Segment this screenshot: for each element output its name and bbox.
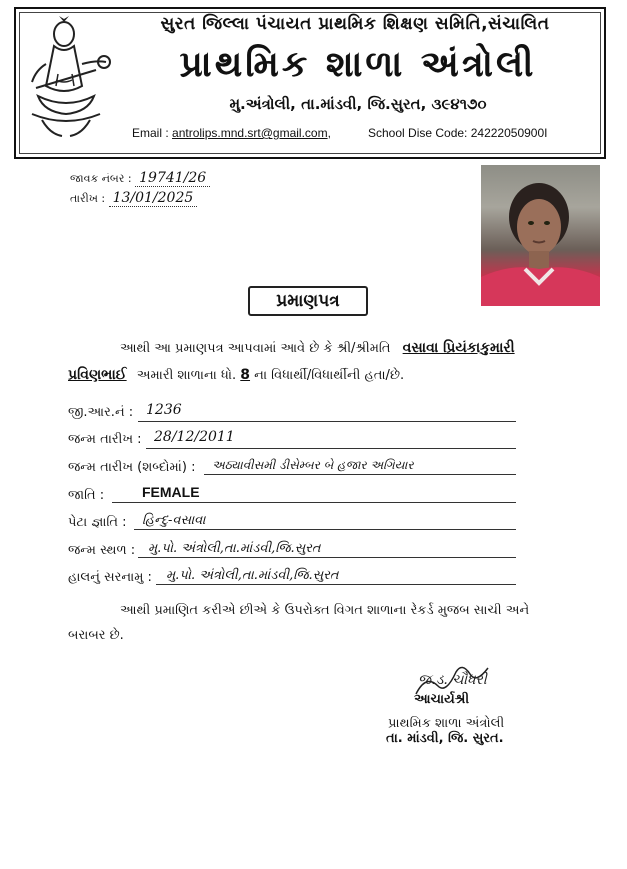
dise-code-line (368, 126, 547, 140)
field-underline (138, 421, 516, 422)
student-name-part-2: પ્રવિણભાઈ (68, 367, 127, 383)
line2-mid: અમારી શાળાના ધો. (136, 368, 237, 383)
school-name: પ્રાથમિક શાળા અંત્રોલી (179, 44, 537, 85)
field-label-dob-words: જન્મ તારીખ (શબ્દોમાં) : (68, 460, 196, 475)
field-label-dob: જન્મ તારીખ : (68, 432, 142, 447)
email-suffix: , (327, 126, 331, 140)
dise-label: School Dise Code: (368, 126, 468, 140)
field-value-dob-words: અઠ્યાવીસમી ડીસેમ્બર બે હજાર અગિયાર (212, 458, 414, 472)
field-value-address: મુ.પો. અંત્રોલી,તા.માંડવી,જિ.સુરત (166, 568, 339, 583)
principal-initials: જ.ડ. ચૌધરી (418, 672, 487, 688)
line1-prefix: આથી આ પ્રમાણપત્ર આપવામાં આવે છે કે શ્રી/શ્રીમતિ (120, 341, 391, 356)
field-underline (156, 584, 516, 585)
field-value-subcaste: હિન્દુ-વસાવા (142, 513, 206, 528)
email-label: Email : (132, 126, 169, 140)
school-stamp-line-2: તા. માંડવી, જિ. સુરત. (386, 731, 504, 746)
certificate-line-1 (120, 340, 540, 356)
certificate-title: પ્રમાણપત્ર (248, 286, 368, 316)
school-stamp-line-1: પ્રાથમિક શાળા અંત્રોલી (388, 716, 505, 731)
field-value-gr-no: 1236 (146, 402, 182, 418)
field-underline (146, 448, 516, 449)
school-address: મુ.અંત્રોલી, તા.માંડવી, જિ.સુરત, ૩૯૪૧૭૦ (229, 95, 487, 113)
issue-date: 13/01/2025 (109, 190, 198, 207)
line2-suffix: ના વિધાર્થી/વિધાર્થીની હતા/છે. (254, 368, 405, 383)
email-line (132, 126, 331, 140)
field-underline (134, 529, 516, 530)
saraswati-emblem (16, 14, 116, 142)
field-label-address: હાલનું સરનામુ : (68, 570, 152, 585)
field-underline (204, 474, 516, 475)
field-value-dob: 28/12/2011 (154, 429, 235, 445)
field-value-gender: FEMALE (142, 484, 200, 500)
field-underline (138, 557, 516, 558)
authority-line: સુરત જિલ્લા પંચાયત પ્રાથમિક શિક્ષણ સમિતિ,સંચાલિત (160, 14, 550, 34)
date-row (70, 190, 197, 206)
field-label-gender: જાતિ : (68, 488, 105, 503)
field-label-gr-no: જી.આર.નં : (68, 405, 134, 420)
student-photo (481, 165, 600, 306)
date-label: તારીખ : (70, 192, 106, 205)
closing-line-1: આથી પ્રમાણિત કરીએ છીએ કે ઉપરોક્ત વિગત શાળાના રેકર્ડ મુજબ સાચી અને (120, 603, 530, 618)
standard-value: 8 (240, 367, 251, 383)
field-underline (112, 502, 516, 503)
certificate-line-2 (68, 367, 538, 383)
closing-line-2: બરાબર છે. (68, 628, 124, 643)
principal-designation: આચાર્યશ્રી (414, 692, 470, 707)
field-value-birthplace: મુ.પો. અંત્રોલી,તા.માંડવી,જિ.સુરત (148, 541, 321, 556)
outward-number-row (70, 170, 210, 186)
dise-code: 24222050900I (470, 126, 548, 140)
outward-label: જાવક નંબર : (70, 172, 132, 185)
student-name-part-1: વસાવા પ્રિયંકાકુમારી (402, 340, 515, 356)
email-address: antrolips.mnd.srt@gmail.com (172, 126, 328, 140)
field-label-subcaste: પેટા જ્ઞાતિ : (68, 515, 127, 530)
outward-number: 19741/26 (135, 170, 210, 187)
field-label-birthplace: જન્મ સ્થળ : (68, 543, 136, 558)
